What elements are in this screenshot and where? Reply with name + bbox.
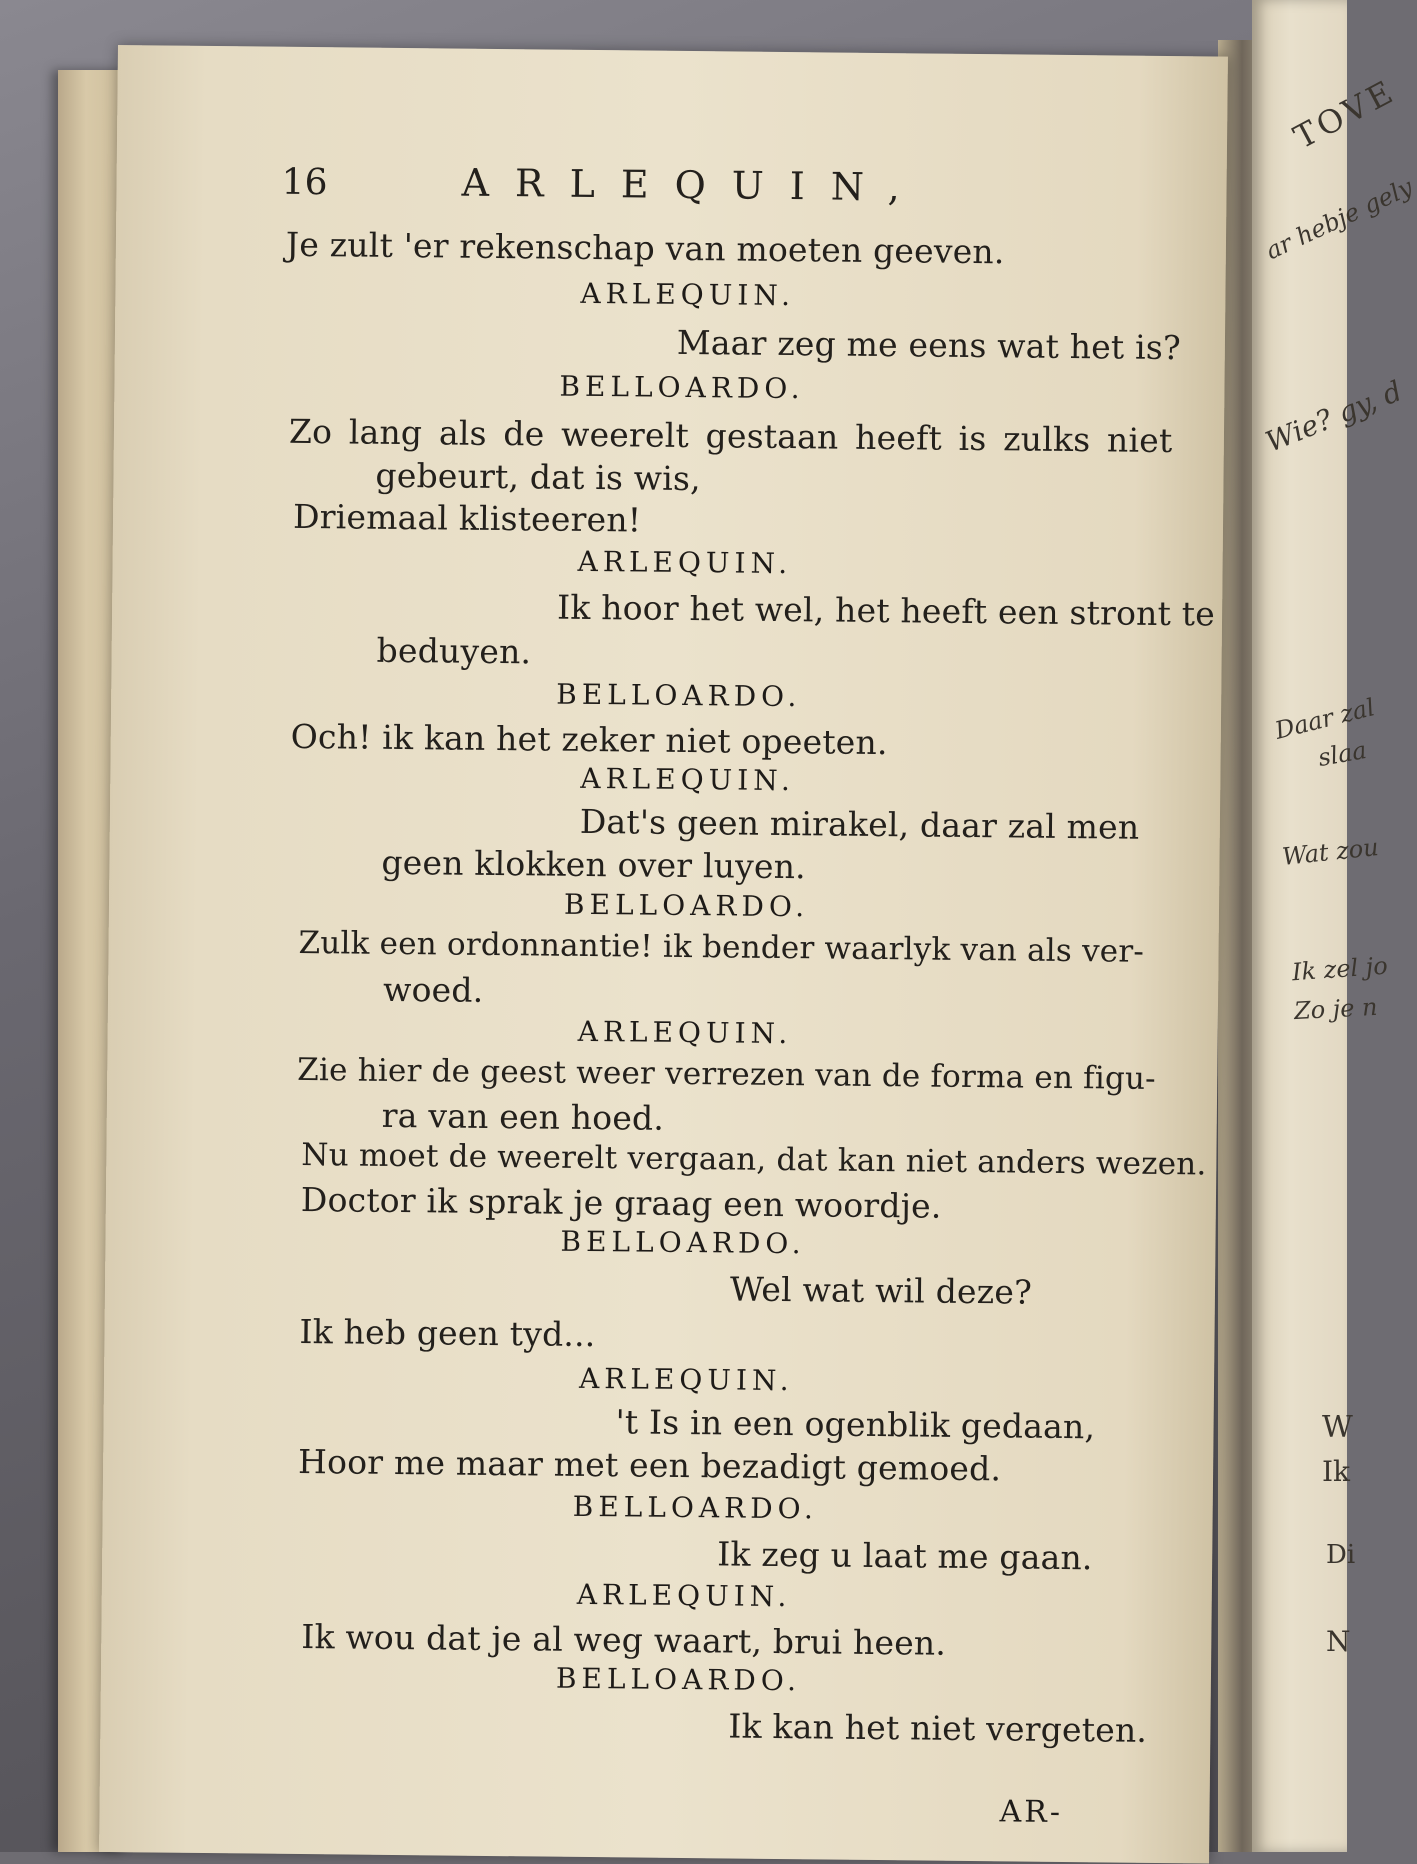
running-title: ARLEQUIN, xyxy=(461,160,926,210)
facing-fragment: W xyxy=(1322,1410,1353,1445)
speaker-name: ARLEQUIN. xyxy=(576,1577,792,1614)
facing-fragment: Zo je n xyxy=(1293,992,1379,1026)
text-line: Ik heb geen tyd... xyxy=(299,1311,596,1355)
speaker-name: ARLEQUIN. xyxy=(577,1014,793,1051)
facing-fragment: Ik zel jo xyxy=(1291,951,1389,987)
facing-fragment: Wie? gy, d xyxy=(1261,374,1407,459)
facing-fragment: Daar zal xyxy=(1272,693,1378,745)
text-line: Nu moet de weerelt vergaan, dat kan niet anders wezen. xyxy=(301,1136,1207,1183)
text-line: gebeurt, dat is wis, xyxy=(375,455,702,499)
text-line: Hoor me maar met een bezadigt gemoed. xyxy=(297,1441,1002,1489)
text-line: Maar zeg me eens wat het is? xyxy=(676,322,1182,368)
facing-fragment: N xyxy=(1326,1625,1351,1658)
speaker-name: ARLEQUIN. xyxy=(580,761,796,798)
book-page xyxy=(99,45,1228,1864)
text-line: woed. xyxy=(382,969,484,1010)
text-line: Dat's geen mirakel, daar zal men xyxy=(579,801,1140,847)
text-line: ra van een hoed. xyxy=(381,1095,665,1138)
text-line: Doctor ik sprak je graag een woordje. xyxy=(300,1179,942,1226)
catchword: AR- xyxy=(999,1794,1064,1830)
text-line: geen klokken over luyen. xyxy=(381,842,807,887)
speaker-name: BELLOARDO. xyxy=(572,1489,819,1526)
text-line: Och! ik kan het zeker niet opeeten. xyxy=(290,716,888,763)
text-line: Zulk een ordonnantie! ik bender waarlyk van als ver- xyxy=(298,924,1145,970)
text-line: Ik kan het niet vergeten. xyxy=(728,1706,1148,1750)
facing-fragment: slaa xyxy=(1315,735,1369,773)
facing-page xyxy=(1252,0,1417,1852)
speaker-name: BELLOARDO. xyxy=(560,1224,806,1261)
facing-fragment: Wat zou xyxy=(1280,833,1380,871)
text-line: beduyen. xyxy=(376,630,532,672)
text-line: Ik zeg u laat me gaan. xyxy=(717,1534,1093,1578)
speaker-name: ARLEQUIN. xyxy=(577,544,793,581)
facing-fragment: Di xyxy=(1326,1540,1356,1570)
text-line: Wel wat wil deze? xyxy=(729,1269,1033,1312)
facing-fragment: TOVE xyxy=(1287,71,1402,157)
text-line: Ik wou dat je al weg waart, brui heen. xyxy=(301,1617,947,1663)
text-line: Zo lang als de weerelt gestaan heeft is zulks niet xyxy=(288,411,1173,461)
facing-fragment: ar hebje gely xyxy=(1261,172,1417,266)
text-line: Zie hier de geest weer verrezen van de forma en figu- xyxy=(297,1051,1156,1097)
text-line: Driemaal klisteeren! xyxy=(292,496,642,540)
speaker-name: BELLOARDO. xyxy=(556,677,802,714)
speaker-name: ARLEQUIN. xyxy=(578,1361,794,1398)
facing-fragment: Ik xyxy=(1322,1455,1351,1488)
speaker-name: BELLOARDO. xyxy=(563,887,810,924)
text-line: Ik hoor het wel, het heeft een stront te xyxy=(556,587,1216,634)
speaker-name: BELLOARDO. xyxy=(555,1661,802,1698)
page-number: 16 xyxy=(281,161,329,204)
speaker-name: BELLOARDO. xyxy=(559,369,805,406)
speaker-name: ARLEQUIN. xyxy=(580,276,796,313)
text-line: 't Is in een ogenblik gedaan, xyxy=(615,1402,1096,1447)
text-line: Je zult 'er rekenschap van moeten geeven. xyxy=(285,224,1005,272)
